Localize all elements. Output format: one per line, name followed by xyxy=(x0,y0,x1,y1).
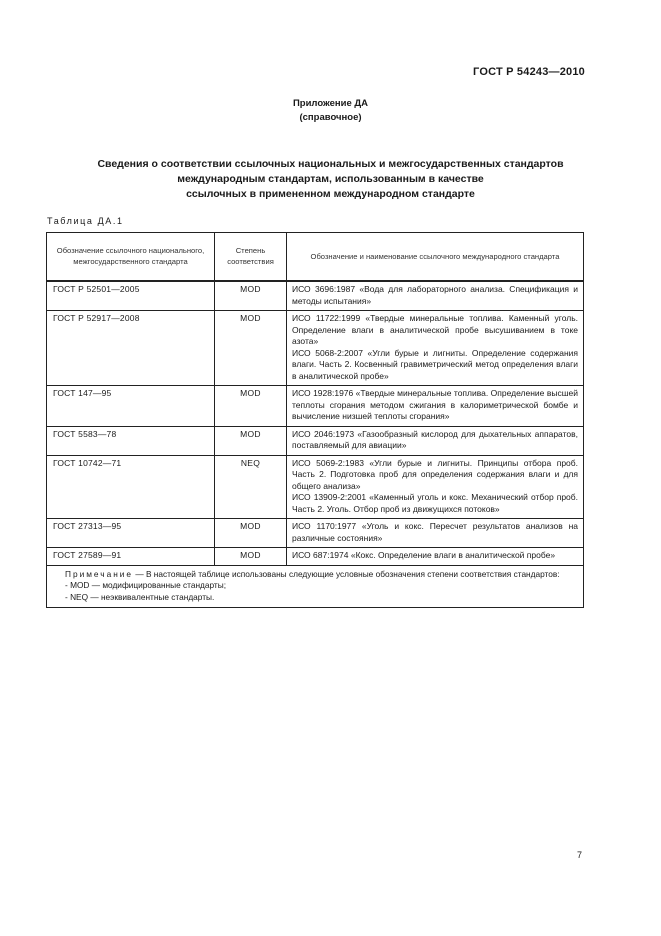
compliance-degree: MOD xyxy=(215,386,287,427)
note-text xyxy=(53,569,577,581)
international-standard: ИСО 1170:1977 «Уголь и кокс. Пересчет результатов анализов на различные состояния» xyxy=(287,519,584,548)
table-note xyxy=(47,565,584,608)
compliance-degree: MOD xyxy=(215,311,287,386)
international-standard-entry: ИСО 13909-2:2001 «Каменный уголь и кокс. Механический отбор проб. Часть 2. Уголь. Отбор проб из движущихся потоков» xyxy=(292,492,578,514)
note-label: Примечание xyxy=(65,568,134,579)
compliance-degree: MOD xyxy=(215,281,287,311)
international-standard: ИСО 3696:1987 «Вода для лабораторного анализа. Спецификация и методы испытания» xyxy=(287,281,584,311)
standards-table xyxy=(46,232,584,608)
table-row xyxy=(47,281,584,311)
table-caption: Таблица ДА.1 xyxy=(47,216,124,226)
compliance-degree: MOD xyxy=(215,548,287,566)
international-standard-entry: ИСО 5068-2:2007 «Угли бурые и лигниты. Определение содержания влаги. Часть 2. Косвенный гравиметрический метод определения влаги в аналитической пробе» xyxy=(292,347,578,381)
international-standard: ИСО 1928:1976 «Твердые минеральные топлива. Определение высшей теплоты сгорания методом сжигания в калориметрической бомбе и вычисление низшей теплоты сгорания» xyxy=(287,386,584,427)
international-standard-entry: ИСО 11722:1999 «Твердые минеральные топлива. Каменный уголь. Определение влаги в аналитической пробе высушиванием в токе азота» xyxy=(292,313,578,346)
table-row xyxy=(47,548,584,566)
standard-code: ГОСТ 10742—71 xyxy=(47,455,215,519)
international-standard-entry: ИСО 5069-2:1983 «Угли бурые и лигниты. Принципы отбора проб. Часть 2. Подготовка проб для определения содержания влаги и для общего анализа» xyxy=(292,457,578,491)
standard-code: ГОСТ 147—95 xyxy=(47,386,215,427)
appendix-heading xyxy=(0,97,661,125)
page-number: 7 xyxy=(577,850,583,860)
international-standard: ИСО 687:1974 «Кокс. Определение влаги в аналитической пробе» xyxy=(287,548,584,566)
header-degree: Степень соответствия xyxy=(215,233,287,282)
compliance-degree: MOD xyxy=(215,426,287,455)
table-row xyxy=(47,519,584,548)
section-title-line: ссылочных в примененном международном стандарте xyxy=(186,188,475,200)
compliance-degree: NEQ xyxy=(215,455,287,519)
table-header-row xyxy=(47,233,584,282)
international-standard: ИСО 2046:1973 «Газообразный кислород для дыхательных аппаратов, поставляемый для авиации» xyxy=(287,426,584,455)
standard-code: ГОСТ Р 52917—2008 xyxy=(47,311,215,386)
section-title-line: международным стандартам, использованным в качестве xyxy=(177,173,484,185)
section-title-line: Сведения о соответствии ссылочных национальных и межгосударственных стандартов xyxy=(97,158,564,170)
table-row xyxy=(47,386,584,427)
international-standard xyxy=(287,455,584,519)
appendix-title: Приложение ДА xyxy=(292,98,369,109)
table-row xyxy=(47,311,584,386)
table-note-row xyxy=(47,565,584,608)
document-code: ГОСТ Р 54243—2010 xyxy=(473,66,585,78)
standard-code: ГОСТ 27589—91 xyxy=(47,548,215,566)
standard-code: ГОСТ 27313—95 xyxy=(47,519,215,548)
compliance-degree: MOD xyxy=(215,519,287,548)
table-row xyxy=(47,426,584,455)
international-standard xyxy=(287,311,584,386)
standards-table-container xyxy=(46,232,583,608)
note-item: - NEQ — неэквивалентные стандарты. xyxy=(65,591,215,602)
standard-code: ГОСТ 5583—78 xyxy=(47,426,215,455)
header-international-standard: Обозначение и наименование ссылочного международного стандарта xyxy=(287,233,584,282)
appendix-subtitle: (справочное) xyxy=(299,112,362,123)
note-body: — В настоящей таблице использованы следующие условные обозначения степени соответствия стандартов: xyxy=(133,568,560,579)
section-title xyxy=(40,157,621,202)
header-national-standard: Обозначение ссылочного национального, межгосударственного стандарта xyxy=(47,233,215,282)
table-row xyxy=(47,455,584,519)
note-item: - MOD — модифицированные стандарты; xyxy=(65,580,227,590)
standard-code: ГОСТ Р 52501—2005 xyxy=(47,281,215,311)
